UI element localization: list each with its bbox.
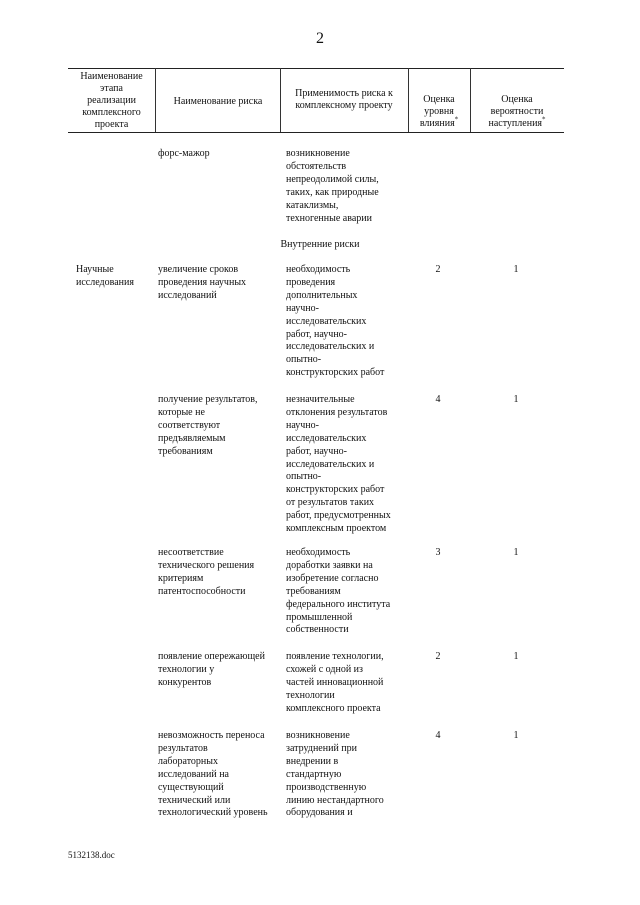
header-probability-text: Оценка вероятности наступления [488, 94, 544, 129]
row-risk: форс-мажор [158, 148, 210, 159]
row-impact: 4 [435, 730, 441, 741]
row-applicability: возникновение обстоятельств непреодолимой силы, таких, как природные катаклизмы, техногенные аварии [286, 148, 379, 224]
header-divider [280, 68, 281, 132]
row-probability: 1 [513, 394, 519, 405]
header-impact [410, 82, 468, 130]
header-divider [408, 68, 409, 132]
header-divider [470, 68, 471, 132]
asterisk: * [454, 115, 459, 124]
page-number: 2 [316, 30, 324, 47]
row-applicability: появление технологии, схожей с одной из частей инновационной технологии комплексного проекта [286, 651, 384, 714]
row-applicability: возникновение затруднений при внедрении в стандартную производственную линию нестандартного оборудования и [286, 730, 384, 819]
row-risk: появление опережающей технологии у конкурентов [158, 651, 265, 688]
section-title: Внутренние риски [280, 239, 360, 250]
row-applicability: необходимость проведения дополнительных научно- исследовательских работ, научно- исследовательских и опытно- конструкторских работ [286, 264, 385, 379]
row-risk: получение результатов, которые не соответствуют предъявляемым требованиям [158, 394, 258, 457]
row-impact: 2 [435, 651, 441, 662]
header-divider [155, 68, 156, 132]
header-top-rule [68, 68, 564, 69]
row-impact: 2 [435, 264, 441, 275]
asterisk: * [542, 115, 546, 124]
row-risk: несоответствие технического решения критериям патентоспособности [158, 547, 255, 597]
header-applicability: Применимость риска к комплексному проекту [295, 88, 393, 111]
row-probability: 1 [513, 547, 519, 558]
header-risk-name: Наименование риска [173, 96, 263, 107]
footer-filename: 5132138.doc [68, 850, 115, 860]
row-applicability: необходимость доработки заявки на изобретение согласно требованиям федерального института промышленной собственности [286, 547, 391, 636]
header-probability [472, 82, 562, 130]
header-bottom-rule [68, 132, 564, 133]
row-impact: 3 [435, 547, 441, 558]
row-stage: Научные исследования [76, 264, 134, 288]
row-probability: 1 [513, 264, 519, 275]
header-impact-text: Оценка уровня влияния [419, 94, 455, 129]
row-applicability: незначительные отклонения результатов научно- исследовательских работ, научно- исследовательских и опытно- конструкторских работ от результатов таких работ, предусмотренных комплексным проектом [286, 394, 391, 535]
row-impact: 4 [435, 394, 441, 405]
row-risk: увеличение сроков проведения научных исследований [158, 264, 247, 301]
row-probability: 1 [513, 730, 519, 741]
row-probability: 1 [513, 651, 519, 662]
row-risk: невозможность переноса результатов лабораторных исследований на существующий технический или технологический уровень [158, 730, 268, 819]
header-stage: Наименование этапа реализации комплексного проекта [80, 71, 143, 130]
